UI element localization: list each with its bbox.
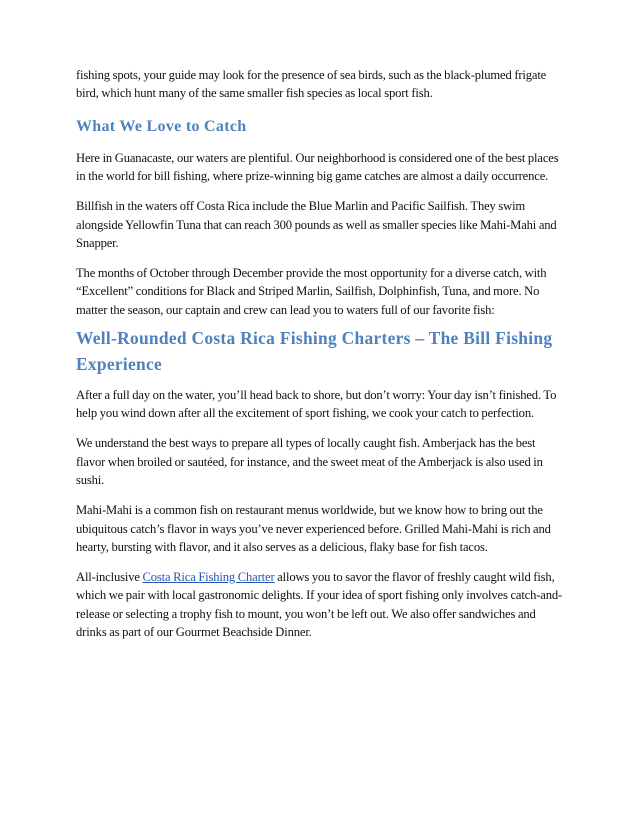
heading-fishing-charters: Well-Rounded Costa Rica Fishing Charters – The Bill Fishing Experience <box>76 328 553 374</box>
heading-what-we-love-to-catch: What We Love to Catch <box>76 117 247 135</box>
document-page <box>76 66 564 641</box>
paragraph-months: The months of October through December provide the most opportunity for a diverse catch, with “Excellent” conditions for Black and Striped Marlin, Sailfish, Dolphinfish, Tuna, and more. No matter the season, our captain and crew can lead you to waters full of our favorite fish: <box>76 265 547 317</box>
paragraph-all-inclusive-end: allows you to savor the flavor of freshly caught wild fish, which we pair with local gastronomic delights. If your idea of sport fishing only involves catch-and-release or selecting a trophy fish to mount, you won’t be left out. We also offer sandwiches and drinks as part of our Gourmet Beachside Dinner. <box>76 569 563 640</box>
paragraph-all-inclusive-start: All-inclusive <box>76 569 143 584</box>
paragraph-billfish: Billfish in the waters off Costa Rica include the Blue Marlin and Pacific Sailfish. They swim alongside Yellowfin Tuna that can reach 300 pounds as well as smaller species like Mahi-Mahi and Snapper. <box>76 199 557 250</box>
paragraph-intro: fishing spots, your guide may look for the presence of sea birds, such as the black-plumed frigate bird, which hunt many of the same smaller fish species as local sport fish. <box>76 68 547 101</box>
costa-rica-fishing-charter-link[interactable]: Costa Rica Fishing Charter <box>142 569 275 584</box>
paragraph-full-day: After a full day on the water, you’ll head back to shore, but don’t worry: Your day isn’t finished. To help you wind down after all the excitement of sport fishing, we cook your catch to perfection. <box>76 388 557 421</box>
paragraph-prepare: We understand the best ways to prepare all types of locally caught fish. Amberjack has the best flavor when broiled or sautéed, for instance, and the sweet meat of the Amberjack is also used in sushi. <box>76 436 543 488</box>
paragraph-mahi-mahi: Mahi-Mahi is a common fish on restaurant menus worldwide, but we know how to bring out the ubiquitous catch’s flavor in ways you’ve never experienced before. Grilled Mahi-Mahi is rich and hearty, bursting with flavor, and it also serves as a delicious, flaky base for fish tacos. <box>76 503 551 554</box>
paragraph-guanacaste: Here in Guanacaste, our waters are plentiful. Our neighborhood is considered one of the best places in the world for bill fishing, where prize-winning big game catches are almost a daily occurrence. <box>76 150 559 184</box>
paragraph-all-inclusive <box>76 568 564 642</box>
